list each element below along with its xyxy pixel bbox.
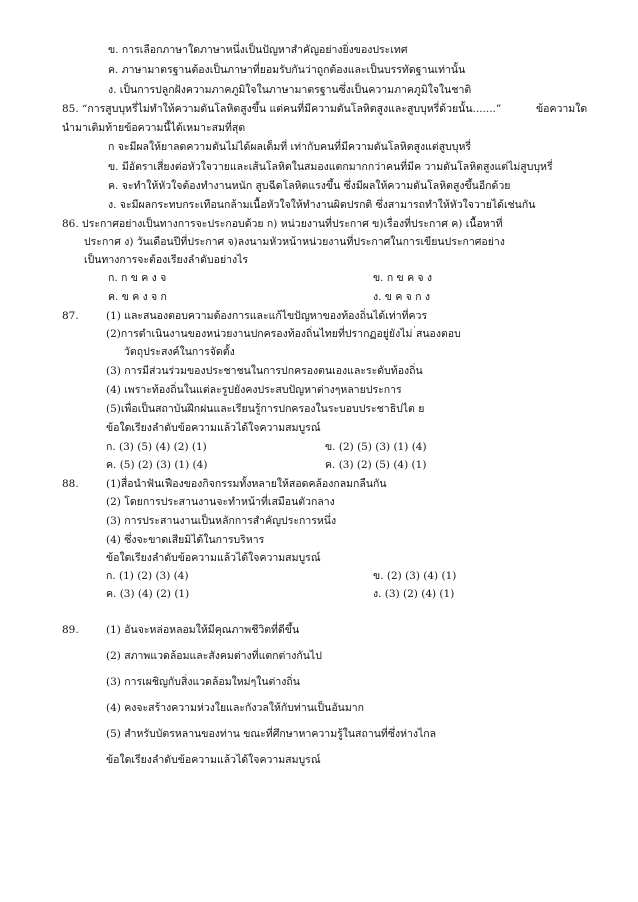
q89-statement-5: (5) สำหรับบัตรหลานของท่าน ขณะที่ศึกษาหาความรู้ในสถานที่ซึ่งห่างไกล xyxy=(106,728,437,740)
prev-option-kho: ค. ภาษามาตรฐานต้องเป็นภาษาที่ยอมรับกันว่าถูกต้องและเป็นบรรทัดฐานเท่านั้น xyxy=(108,64,466,76)
prev-option-kh: ข. การเลือกภาษาใดภาษาหนึ่งเป็นปัญหาสำคัญอย่างยิ่งของประเทศ xyxy=(108,44,408,56)
q89-statement-4: (4) คงจะสร้างความห่วงใยและกังวลให้กับท่านเป็นอันมาก xyxy=(106,702,364,714)
q86-stem-line1: 86. ประกาศอย่างเป็นทางการจะประกอบด้วย ก) หน่วยงานที่ประกาศ ข)เรื่องที่ประกาศ ค) เนื้อหาที่ xyxy=(62,218,503,230)
q85-option-b: ข. มีอัตราเสี่ยงต่อหัวใจวายและเส้นโลหิตในสมองแตกมากกว่าคนที่มีค วามดันโลหิตสูงแต่ไม่สูบบุหรี่ xyxy=(108,161,553,173)
q88-option-d: ง. (3) (2) (4) (1) xyxy=(373,588,455,600)
q86-option-d: ง. ข ค จ ก ง xyxy=(373,291,430,303)
q87-number: 87. xyxy=(62,310,79,322)
q88-question: ข้อใดเรียงลำดับข้อความแล้วได้ใจความสมบูรณ์ xyxy=(106,552,321,564)
q85-option-d: ง. จะมีผลกระทบกระเทือนกล้ามเนื้อหัวใจให้ทำงานผิดปรกติ ซึ่งสามารถทำให้หัวใจวายได้เช่นกัน xyxy=(108,199,536,211)
q87-statement-2: (2)การดำเนินงานของหน่วยงานปกครองท้องถิ่นไทยที่ปรากฏอยู่ยังไม่ ่สนองตอบ xyxy=(106,328,461,340)
q87-statement-5: (5)เพื่อเป็นสถาบันฝึกฝนและเรียนรู้การปกครองในระบอบประชาธิปไต ย xyxy=(106,403,425,415)
q86-option-a: ก. ก ข ค ง จ xyxy=(108,272,167,284)
q85-stem-line2: นำมาเติมท้ายข้อความนี้ได้เหมาะสมที่สุด xyxy=(62,122,246,134)
q89-statement-2: (2) สภาพแวดล้อมและสังคมต่างที่แตกต่างกันไป xyxy=(106,650,322,662)
q85-option-a: ก จะมีผลให้ยาลดความดันไม่ได้ผลเต็มที่ เท่ากับคนที่มีความดันโลหิตสูงแต่สูบบุหรี่ xyxy=(108,141,471,153)
q88-statement-2: (2) โดยการประสานงานจะทำหน้าที่เสมือนตัวกลาง xyxy=(106,496,335,508)
q87-option-a: ก. (3) (5) (4) (2) (1) xyxy=(106,441,207,453)
q87-option-c: ค. (5) (2) (3) (1) (4) xyxy=(106,459,208,471)
q89-statement-3: (3) การเผชิญกับสิ่งแวดล้อมใหม่ๆในต่างถิ่น xyxy=(106,676,300,688)
q88-option-c: ค. (3) (4) (2) (1) xyxy=(106,588,190,600)
q89-question: ข้อใดเรียงลำดับข้อความแล้วได้ใจความสมบูรณ์ xyxy=(106,754,321,766)
q87-statement-3: (3) การมีส่วนร่วมของประชาชนในการปกครองตนเองและระดับท้องถิ่น xyxy=(106,365,423,377)
q88-statement-1: (1)สื่อนำฟันเฟืองของกิจกรรมทั้งหลายให้สอดคล้องกลมกลืนกัน xyxy=(106,478,387,490)
q87-statement-4: (4) เพราะท้องถิ่นในแต่ละรูปยังคงประสบปัญหาต่างๆหลายประการ xyxy=(106,384,402,396)
q88-number: 88. xyxy=(62,478,79,490)
q87-option-b: ข. (2) (5) (3) (1) (4) xyxy=(325,441,427,453)
prev-option-ng: ง. เป็นการปลูกฝังความภาคภูมิใจในภาษามาตรฐานซึ่งเป็นความภาคภูมิใจในชาติ xyxy=(108,84,472,96)
q88-statement-3: (3) การประสานงานเป็นหลักการสำคัญประการหนึ่ง xyxy=(106,515,337,527)
q87-statement-1: (1) และสนองตอบความต้องการและแก้ไขปัญหาของท้องถิ่นได้เท่าที่ควร xyxy=(106,310,428,322)
q88-option-b: ข. (2) (3) (4) (1) xyxy=(373,570,457,582)
q86-stem-line3: เป็นทางการจะต้องเรียงลำดับอย่างไร xyxy=(84,254,249,266)
q85-option-c: ค. จะทำให้หัวใจต้องทำงานหนัก สูบฉีดโลหิตแรงขึ้น ซึ่งมีผลให้ความดันโลหิตสูงขึ้นอีกด้วย xyxy=(108,180,511,192)
q89-statement-1: (1) อันจะหล่อหลอมให้มีคุณภาพชีวิตที่ดีขึ้น xyxy=(106,624,300,636)
q87-question: ข้อใดเรียงลำดับข้อความแล้วได้ใจความสมบูรณ์ xyxy=(106,422,321,434)
q87-statement-2-cont: วัตถุประสงค์ในการจัดตั้ง xyxy=(124,346,235,358)
q86-option-b: ข. ก ข ค จ ง xyxy=(373,272,433,284)
q89-number: 89. xyxy=(62,624,79,636)
q86-stem-line2: ประกาศ ง) วันเดือนปีที่ประกาศ จ)ลงนามหัวหน้าหน่วยงานที่ประกาศในการเขียนประกาศอย่าง xyxy=(84,236,505,248)
q85-stem-tail: ข้อความใด xyxy=(536,103,588,115)
q88-option-a: ก. (1) (2) (3) (4) xyxy=(106,570,189,582)
q85-stem-line1: 85. “การสูบบุหรี่ไม่ทำให้ความดันโลหิตสูงขึ้น แต่คนที่มีความดันโลหิตสูงและสูบบุหรี่ด้วยนั้น.......” xyxy=(62,103,502,115)
q87-option-d: ค. (3) (2) (5) (4) (1) xyxy=(325,459,427,471)
q88-statement-4: (4) ซึ่งจะขาดเสียมิได้ในการบริหาร xyxy=(106,534,265,546)
q86-option-c: ค. ข ค ง จ ก xyxy=(108,291,167,303)
